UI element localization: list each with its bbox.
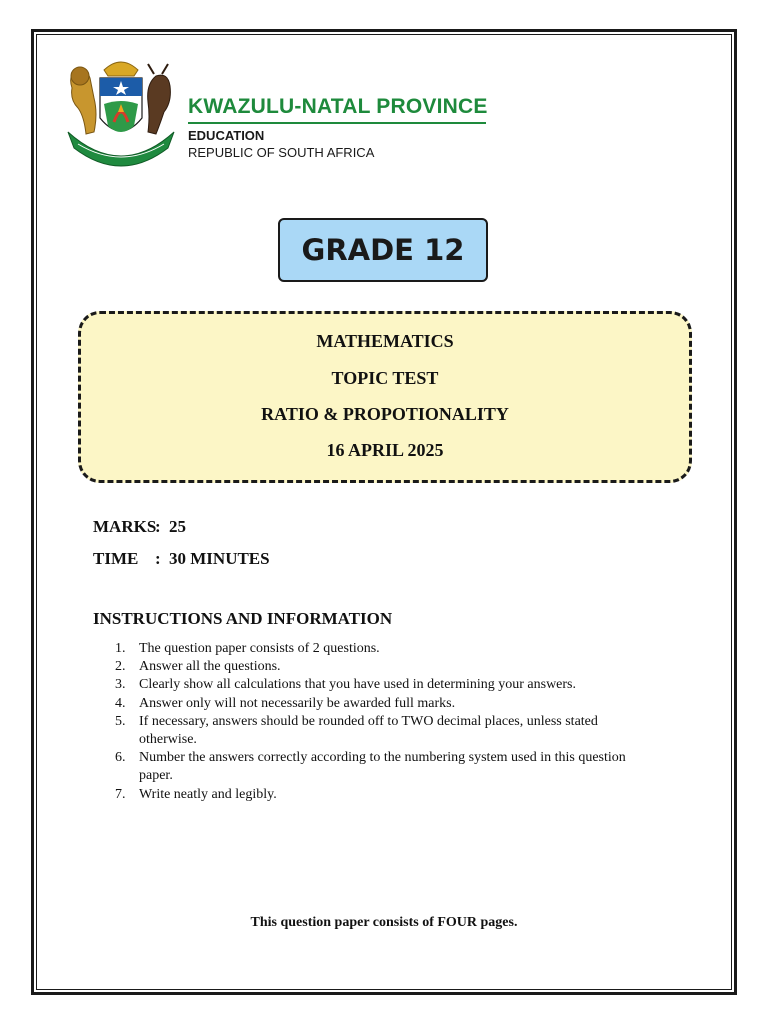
coat-of-arms-icon — [64, 52, 178, 172]
department-name: EDUCATION — [188, 128, 265, 143]
instruction-number: 6. — [115, 750, 126, 766]
instruction-number: 4. — [115, 695, 126, 711]
time-value: 30 MINUTES — [169, 549, 270, 568]
province-divider — [188, 122, 486, 124]
instruction-text: Clearly show all calculations that you have used in determining your answers. — [139, 677, 577, 693]
instruction-number: 2. — [115, 659, 126, 675]
instruction-text: Number the answers correctly according to the numbering system used in this question paper. — [139, 750, 626, 784]
instructions-list — [113, 640, 643, 804]
instruction-text: If necessary, answers should be rounded off to TWO decimal places, unless stated otherwise. — [139, 713, 598, 748]
marks-separator: : — [155, 517, 161, 536]
instruction-item — [113, 786, 643, 804]
instruction-item — [113, 658, 643, 676]
instruction-item — [113, 695, 643, 713]
test-type: TOPIC TEST — [331, 368, 439, 388]
instruction-text: The question paper consists of 2 questions. — [139, 641, 380, 656]
instruction-item — [113, 676, 643, 694]
marks-value: 25 — [169, 517, 186, 536]
page-inner-border — [36, 34, 732, 990]
instruction-text: Answer all the questions. — [139, 659, 281, 675]
subject-title: MATHEMATICS — [316, 331, 454, 351]
marks-label: MARKS — [93, 517, 157, 536]
grade-label: GRADE 12 — [301, 233, 465, 267]
test-date: 16 APRIL 2025 — [326, 440, 444, 460]
time-separator: : — [155, 549, 161, 568]
instruction-item — [113, 640, 643, 658]
marks-row — [93, 517, 186, 537]
instruction-text: Answer only will not necessarily be awarded full marks. — [139, 695, 456, 711]
instruction-item — [113, 713, 643, 749]
instruction-number: 7. — [115, 786, 126, 802]
topic-title: RATIO & PROPOTIONALITY — [261, 404, 509, 424]
page-count-note: This question paper consists of FOUR pages. — [250, 915, 518, 930]
instruction-item — [113, 749, 643, 785]
instruction-text: Write neatly and legibly. — [139, 786, 277, 802]
title-panel — [78, 311, 692, 483]
instructions-heading: INSTRUCTIONS AND INFORMATION — [93, 609, 393, 628]
instruction-number: 1. — [115, 641, 126, 656]
instruction-number: 3. — [115, 677, 126, 693]
province-name: KWAZULU-NATAL PROVINCE — [188, 95, 488, 118]
time-label: TIME — [93, 549, 139, 568]
grade-box — [278, 218, 488, 282]
instruction-number: 5. — [115, 713, 126, 729]
time-row — [93, 549, 270, 569]
country-name: REPUBLIC OF SOUTH AFRICA — [188, 145, 375, 160]
